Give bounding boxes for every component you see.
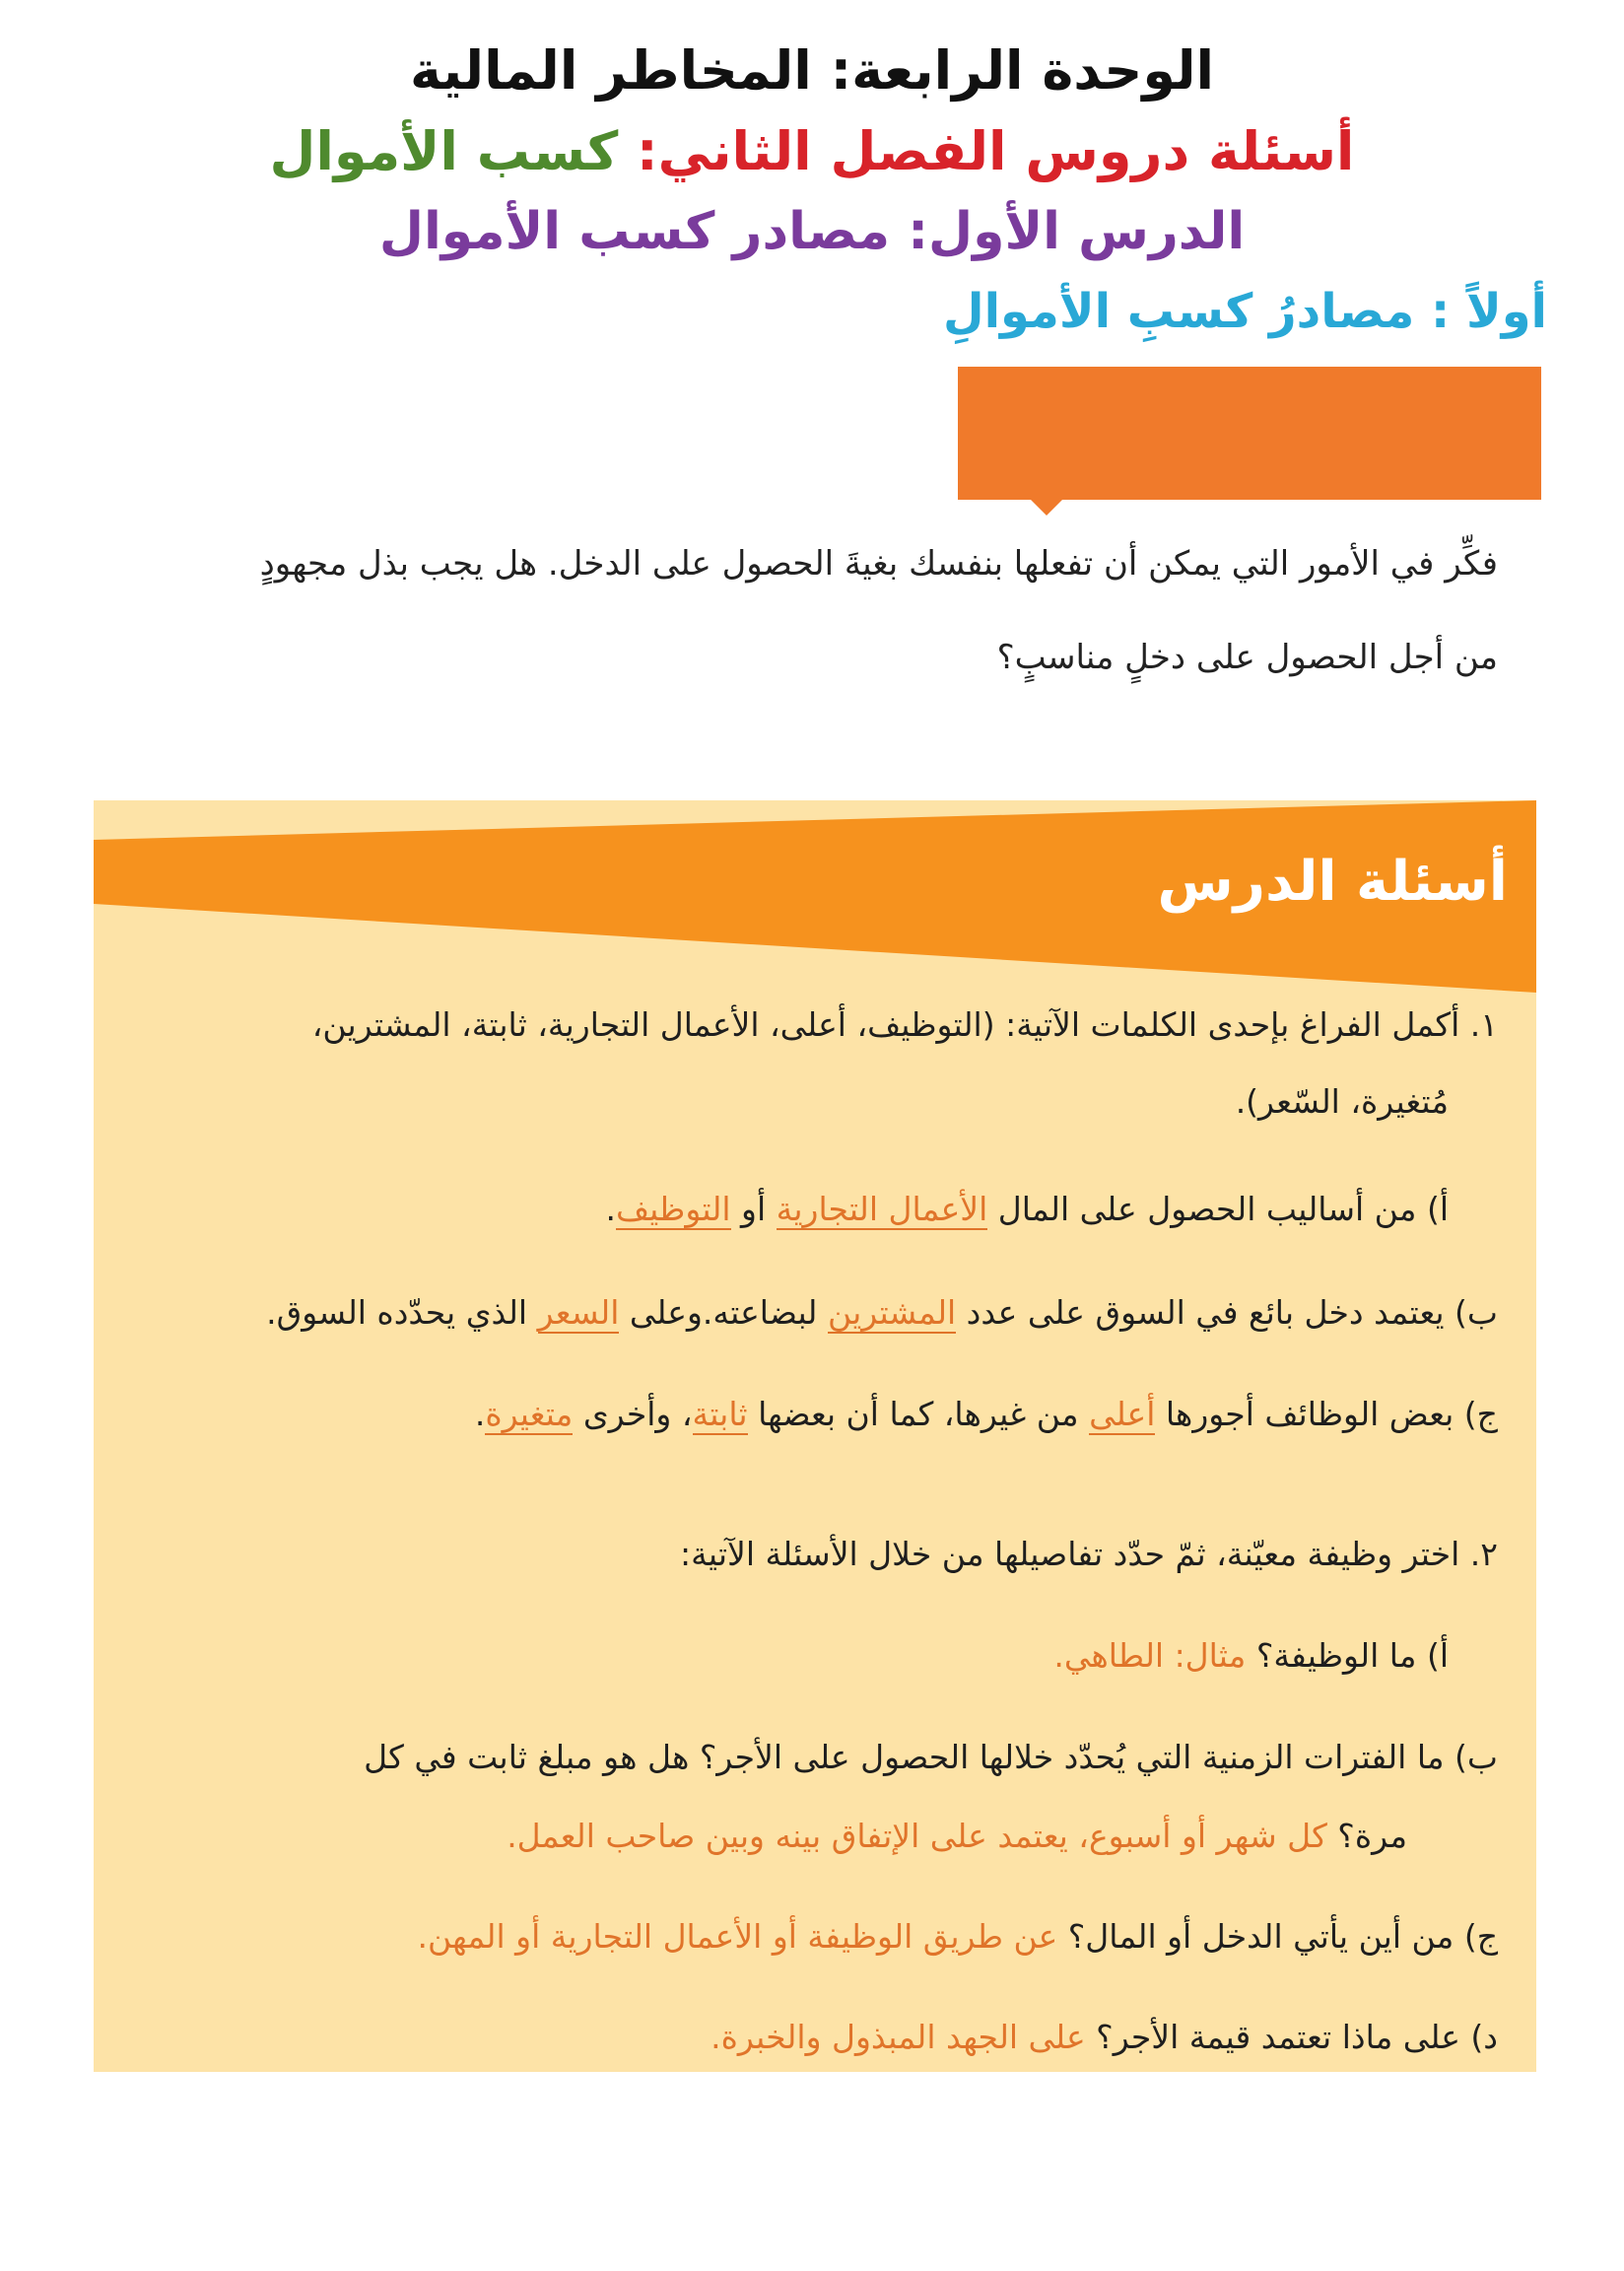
- q2-a-text: أ) ما الوظيفة؟: [1246, 1636, 1449, 1675]
- section-title: أولاً : مصادرُ كسبِ الأموالِ: [942, 284, 1547, 339]
- q1-c-answer-1: أعلى: [1089, 1395, 1156, 1433]
- q1-a-answer-2: التوظيف: [615, 1190, 731, 1228]
- q1-c-end: .: [474, 1395, 486, 1433]
- q1-line-1: ١. أكمل الفراغ بإحدى الكلمات الآتية: (التوظيف، أعلى، الأعمال التجارية، ثابتة، المشترين،: [311, 1005, 1498, 1044]
- chapter-name: كسب الأموال: [269, 120, 619, 182]
- q2-d-answer: على الجهد المبذول والخبرة.: [710, 2018, 1086, 2056]
- q1-c-answer-2: ثابتة: [692, 1395, 748, 1433]
- q2-c-answer: عن طريق الوظيفة أو الأعمال التجارية أو المهن.: [417, 1917, 1058, 1956]
- q1-b: [266, 1293, 1498, 1332]
- q1-b-connector: لبضاعته.وعلى: [619, 1293, 828, 1332]
- activity-text-line-2: من أجل الحصول على دخلٍ مناسبٍ؟: [996, 638, 1498, 677]
- q2-d: [710, 2018, 1498, 2056]
- unit-title: الوحدة الرابعة: المخاطر المالية: [410, 39, 1214, 102]
- chapter-title: [0, 120, 1624, 182]
- q1-a-end: .: [605, 1190, 616, 1228]
- q2-b-answer: كل شهر أو أسبوع، يعتمد على الإتفاق بينه وبين صاحب العمل.: [507, 1817, 1327, 1855]
- q2-b-text: مرة؟: [1326, 1817, 1407, 1855]
- q1-c-connector-1: من غيرها، كما أن بعضها: [747, 1395, 1090, 1433]
- q1-c-answer-3: متغيرة: [485, 1395, 574, 1433]
- banner-notch: [1029, 498, 1064, 516]
- q1-b-text: ب) يعتمد دخل بائع في السوق على عدد: [956, 1293, 1498, 1332]
- chapter-label: أسئلة دروس الفصل الثاني:: [637, 120, 1355, 182]
- questions-title: أسئلة الدرس: [1157, 850, 1508, 914]
- q1-c-connector-2: ، وأخرى: [573, 1395, 693, 1433]
- q1-a-connector: أو: [730, 1190, 777, 1228]
- activity-title: نشاطٌ بيتيٌّ: [1302, 34, 1577, 93]
- q2-line-1: ٢. اختر وظيفة معيّنة، ثمّ حدّد تفاصيلها من خلال الأسئلة الآتية:: [680, 1535, 1498, 1573]
- activity-text-line-1: فكِّر في الأمور التي يمكن أن تفعلها بنفسك بغيةَ الحصول على الدخل. هل يجب بذل مجهودٍ: [259, 544, 1498, 584]
- q1-c: [475, 1395, 1498, 1433]
- q1-b-answer-1: المشترين: [827, 1293, 957, 1332]
- activity-banner: [958, 367, 1541, 500]
- q1-b-answer-2: السعر: [537, 1293, 620, 1332]
- q2-c-text: ج) من أين يأتي الدخل أو المال؟: [1057, 1917, 1498, 1956]
- q2-d-text: د) على ماذا تعتمد قيمة الأجر؟: [1085, 2018, 1498, 2056]
- q1-a-answer-1: الأعمال التجارية: [776, 1190, 988, 1228]
- q1-a-text: أ) من أساليب الحصول على المال: [987, 1190, 1449, 1228]
- q1-c-text: ج) بعض الوظائف أجورها: [1155, 1395, 1498, 1433]
- q1-b-end: الذي يحدّده السوق.: [266, 1293, 538, 1332]
- q1-a: [605, 1190, 1449, 1228]
- q2-c: [418, 1917, 1498, 1956]
- lesson-title: الدرس الأول: مصادر كسب الأموال: [378, 202, 1246, 261]
- q2-a: [1053, 1636, 1449, 1675]
- q2-b-line-1: ب) ما الفترات الزمنية التي يُحدّد خلالها الحصول على الأجر؟ هل هو مبلغ ثابت في كل: [364, 1738, 1498, 1776]
- q2-a-answer: مثال: الطاهي.: [1053, 1636, 1247, 1675]
- q1-line-2: مُتغيرة، السّعر).: [1235, 1082, 1449, 1121]
- q2-b-line-2: [507, 1817, 1407, 1855]
